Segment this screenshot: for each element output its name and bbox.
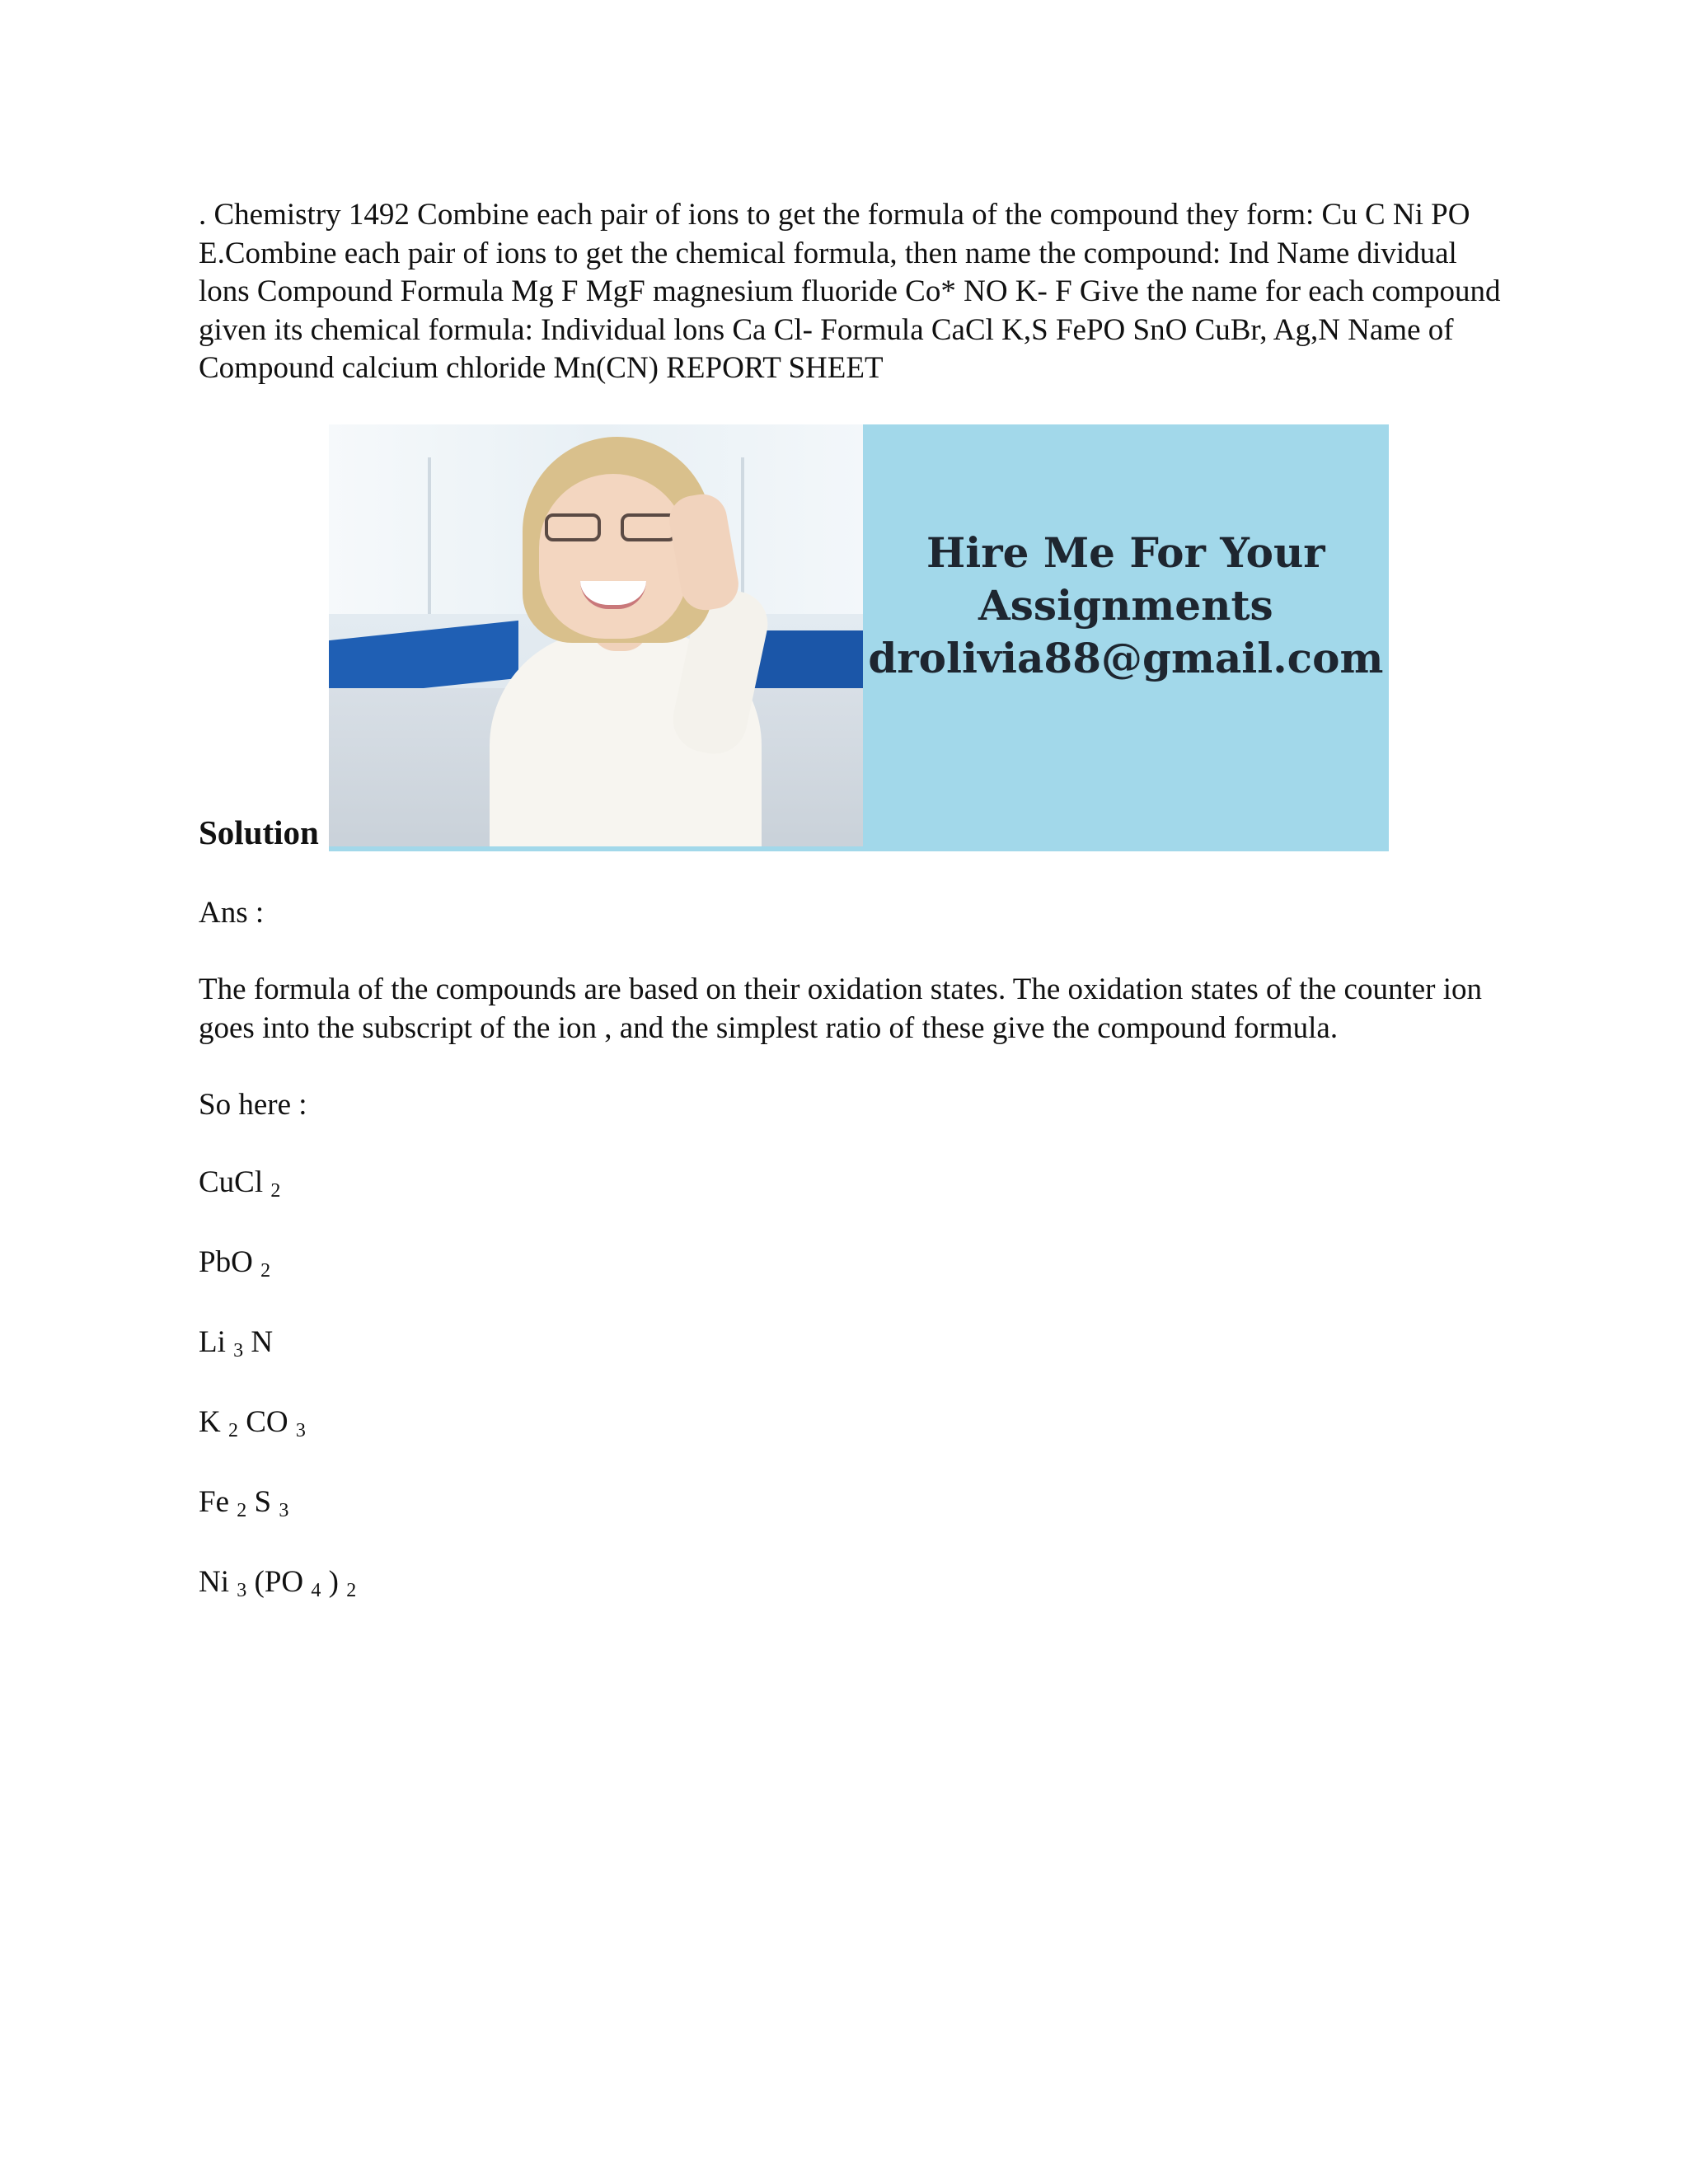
formula-text: PbO (199, 1244, 261, 1279)
formula-subscript: 2 (346, 1579, 357, 1601)
formula-text: S (246, 1484, 279, 1519)
formula-text: CuCl (199, 1165, 271, 1199)
formula-subscript: 2 (260, 1259, 271, 1282)
banner-email: drolivia88@gmail.com (868, 633, 1384, 682)
formula-subscript: 2 (227, 1419, 238, 1441)
formula-subscript: 2 (270, 1179, 281, 1202)
banner-line-2: Assignments (978, 580, 1273, 630)
answer-label: Ans : (199, 895, 265, 930)
formula-item (199, 1563, 1501, 1605)
hire-me-banner (329, 424, 1389, 851)
formula-subscript: 3 (279, 1499, 289, 1521)
formula-list (199, 1164, 1501, 1605)
formula-item (199, 1404, 1501, 1446)
formula-item (199, 1244, 1501, 1286)
formula-item (199, 1324, 1501, 1366)
formula-item (199, 1164, 1501, 1206)
so-here-label: So here : (199, 1088, 307, 1122)
document-page (199, 196, 1501, 1643)
formula-text: ) (321, 1564, 347, 1599)
formula-subscript: 2 (237, 1499, 247, 1521)
formula-text: CO (237, 1404, 296, 1439)
formula-subscript: 3 (233, 1339, 244, 1361)
explanation-text: The formula of the compounds are based on their oxidation states. The oxidation states of the counter ion goes into the subscript of the ion , and the simplest ratio of these give the compound formula. (199, 972, 1483, 1045)
formula-text: K (199, 1404, 228, 1439)
formula-subscript: 3 (295, 1419, 306, 1441)
question-text: . Chemistry 1492 Combine each pair of ions to get the formula of the compound they form: Cu C Ni PO E.Combine each pair of ions to get the chemical formula, then name the compound: Ind Name dividual lons Compound Formula Mg F MgF magnesium fluoride Co* NO K- F Give the name for each compound given its chemical formula: Individual lons Ca Cl- Formula CaCl K,S FePO SnO CuBr, Ag,N Name of Compound calcium chloride Mn(CN) REPORT SHEET (199, 198, 1501, 385)
formula-text: N (243, 1324, 274, 1359)
formula-subscript: 4 (311, 1579, 321, 1601)
formula-subscript: 3 (237, 1579, 247, 1601)
formula-text: Li (199, 1324, 234, 1359)
solution-heading: Solution (199, 813, 319, 851)
banner-photo (329, 424, 863, 851)
formula-text: (PO (246, 1564, 312, 1599)
formula-item (199, 1483, 1501, 1526)
banner-text-panel (863, 424, 1389, 851)
banner-line-1: Hire Me For Your (926, 527, 1325, 577)
solution-row (199, 424, 1501, 851)
formula-text: Fe (199, 1484, 237, 1519)
formula-text: Ni (199, 1564, 237, 1599)
